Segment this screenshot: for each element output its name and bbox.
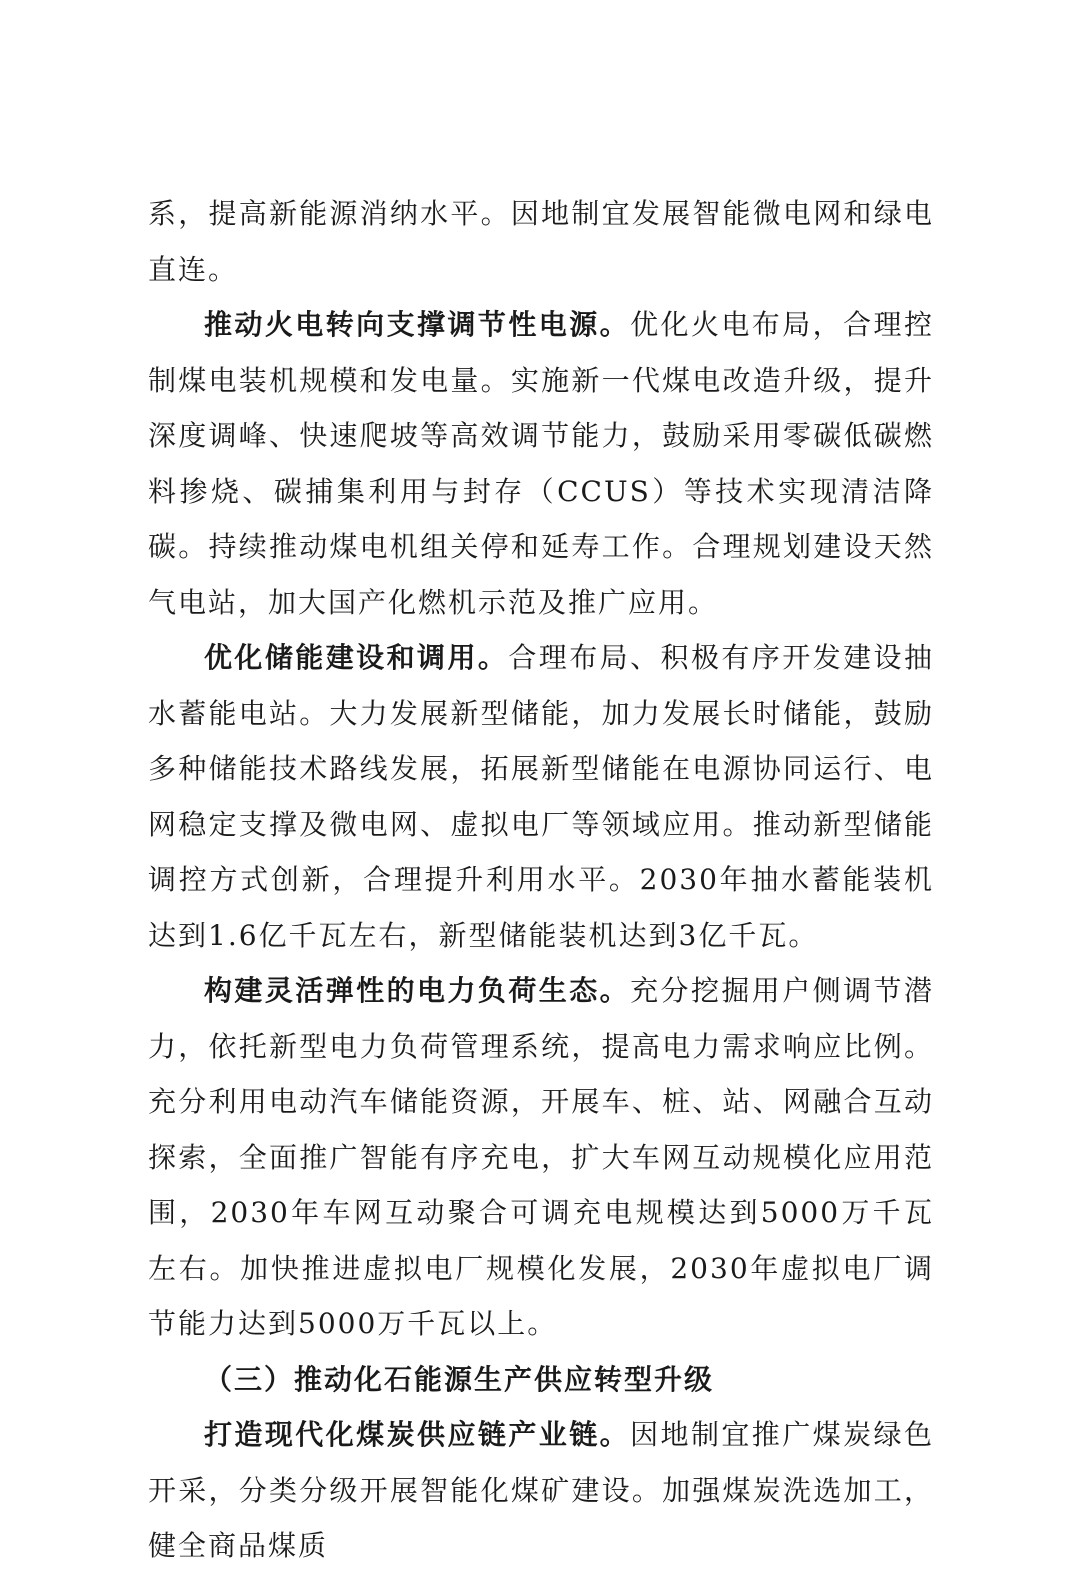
paragraph-thermal-power bbox=[148, 297, 934, 630]
paragraph-load-ecosystem bbox=[148, 963, 934, 1352]
continuation-paragraph: 系，提高新能源消纳水平。因地制宜发展智能微电网和绿电直连。 bbox=[148, 197, 934, 286]
document-page bbox=[148, 186, 934, 1574]
paragraph-lead: 优化储能建设和调用。 bbox=[204, 641, 509, 674]
paragraph-coal-supply-chain bbox=[148, 1407, 934, 1574]
section-heading: （三）推动化石能源生产供应转型升级 bbox=[204, 1362, 715, 1396]
paragraph-lead: 构建灵活弹性的电力负荷生态。 bbox=[204, 974, 631, 1007]
paragraph-body: 因地制宜推广煤炭绿色开采，分类分级开展智能化煤矿建设。加强煤炭洗选加工，健全商品煤质 bbox=[148, 1418, 934, 1562]
paragraph-energy-storage bbox=[148, 630, 934, 963]
paragraph-body: 优化火电布局，合理控制煤电装机规模和发电量。实施新一代煤电改造升级，提升深度调峰、快速爬坡等高效调节能力，鼓励采用零碳低碳燃料掺烧、碳捕集利用与封存（CCUS）等技术实现清洁降碳。持续推动煤电机组关停和延寿工作。合理规划建设天然气电站，加大国产化燃机示范及推广应用。 bbox=[148, 308, 934, 619]
paragraph-lead: 打造现代化煤炭供应链产业链。 bbox=[204, 1418, 631, 1451]
paragraph-lead: 推动火电转向支撑调节性电源。 bbox=[204, 308, 631, 341]
paragraph-body: 合理布局、积极有序开发建设抽水蓄能电站。大力发展新型储能，加力发展长时储能，鼓励多种储能技术路线发展，拓展新型储能在电源协同运行、电网稳定支撑及微电网、虚拟电厂等领域应用。推动新型储能调控方式创新，合理提升利用水平。2030年抽水蓄能装机达到1.6亿千瓦左右，新型储能装机达到3亿千瓦。 bbox=[148, 641, 934, 952]
paragraph-body: 充分挖掘用户侧调节潜力，依托新型电力负荷管理系统，提高电力需求响应比例。充分利用电动汽车储能资源，开展车、桩、站、网融合互动探索，全面推广智能有序充电，扩大车网互动规模化应用范围，2030年车网互动聚合可调充电规模达到5000万千瓦左右。加快推进虚拟电厂规模化发展，2030年虚拟电厂调节能力达到5000万千瓦以上。 bbox=[148, 974, 934, 1340]
